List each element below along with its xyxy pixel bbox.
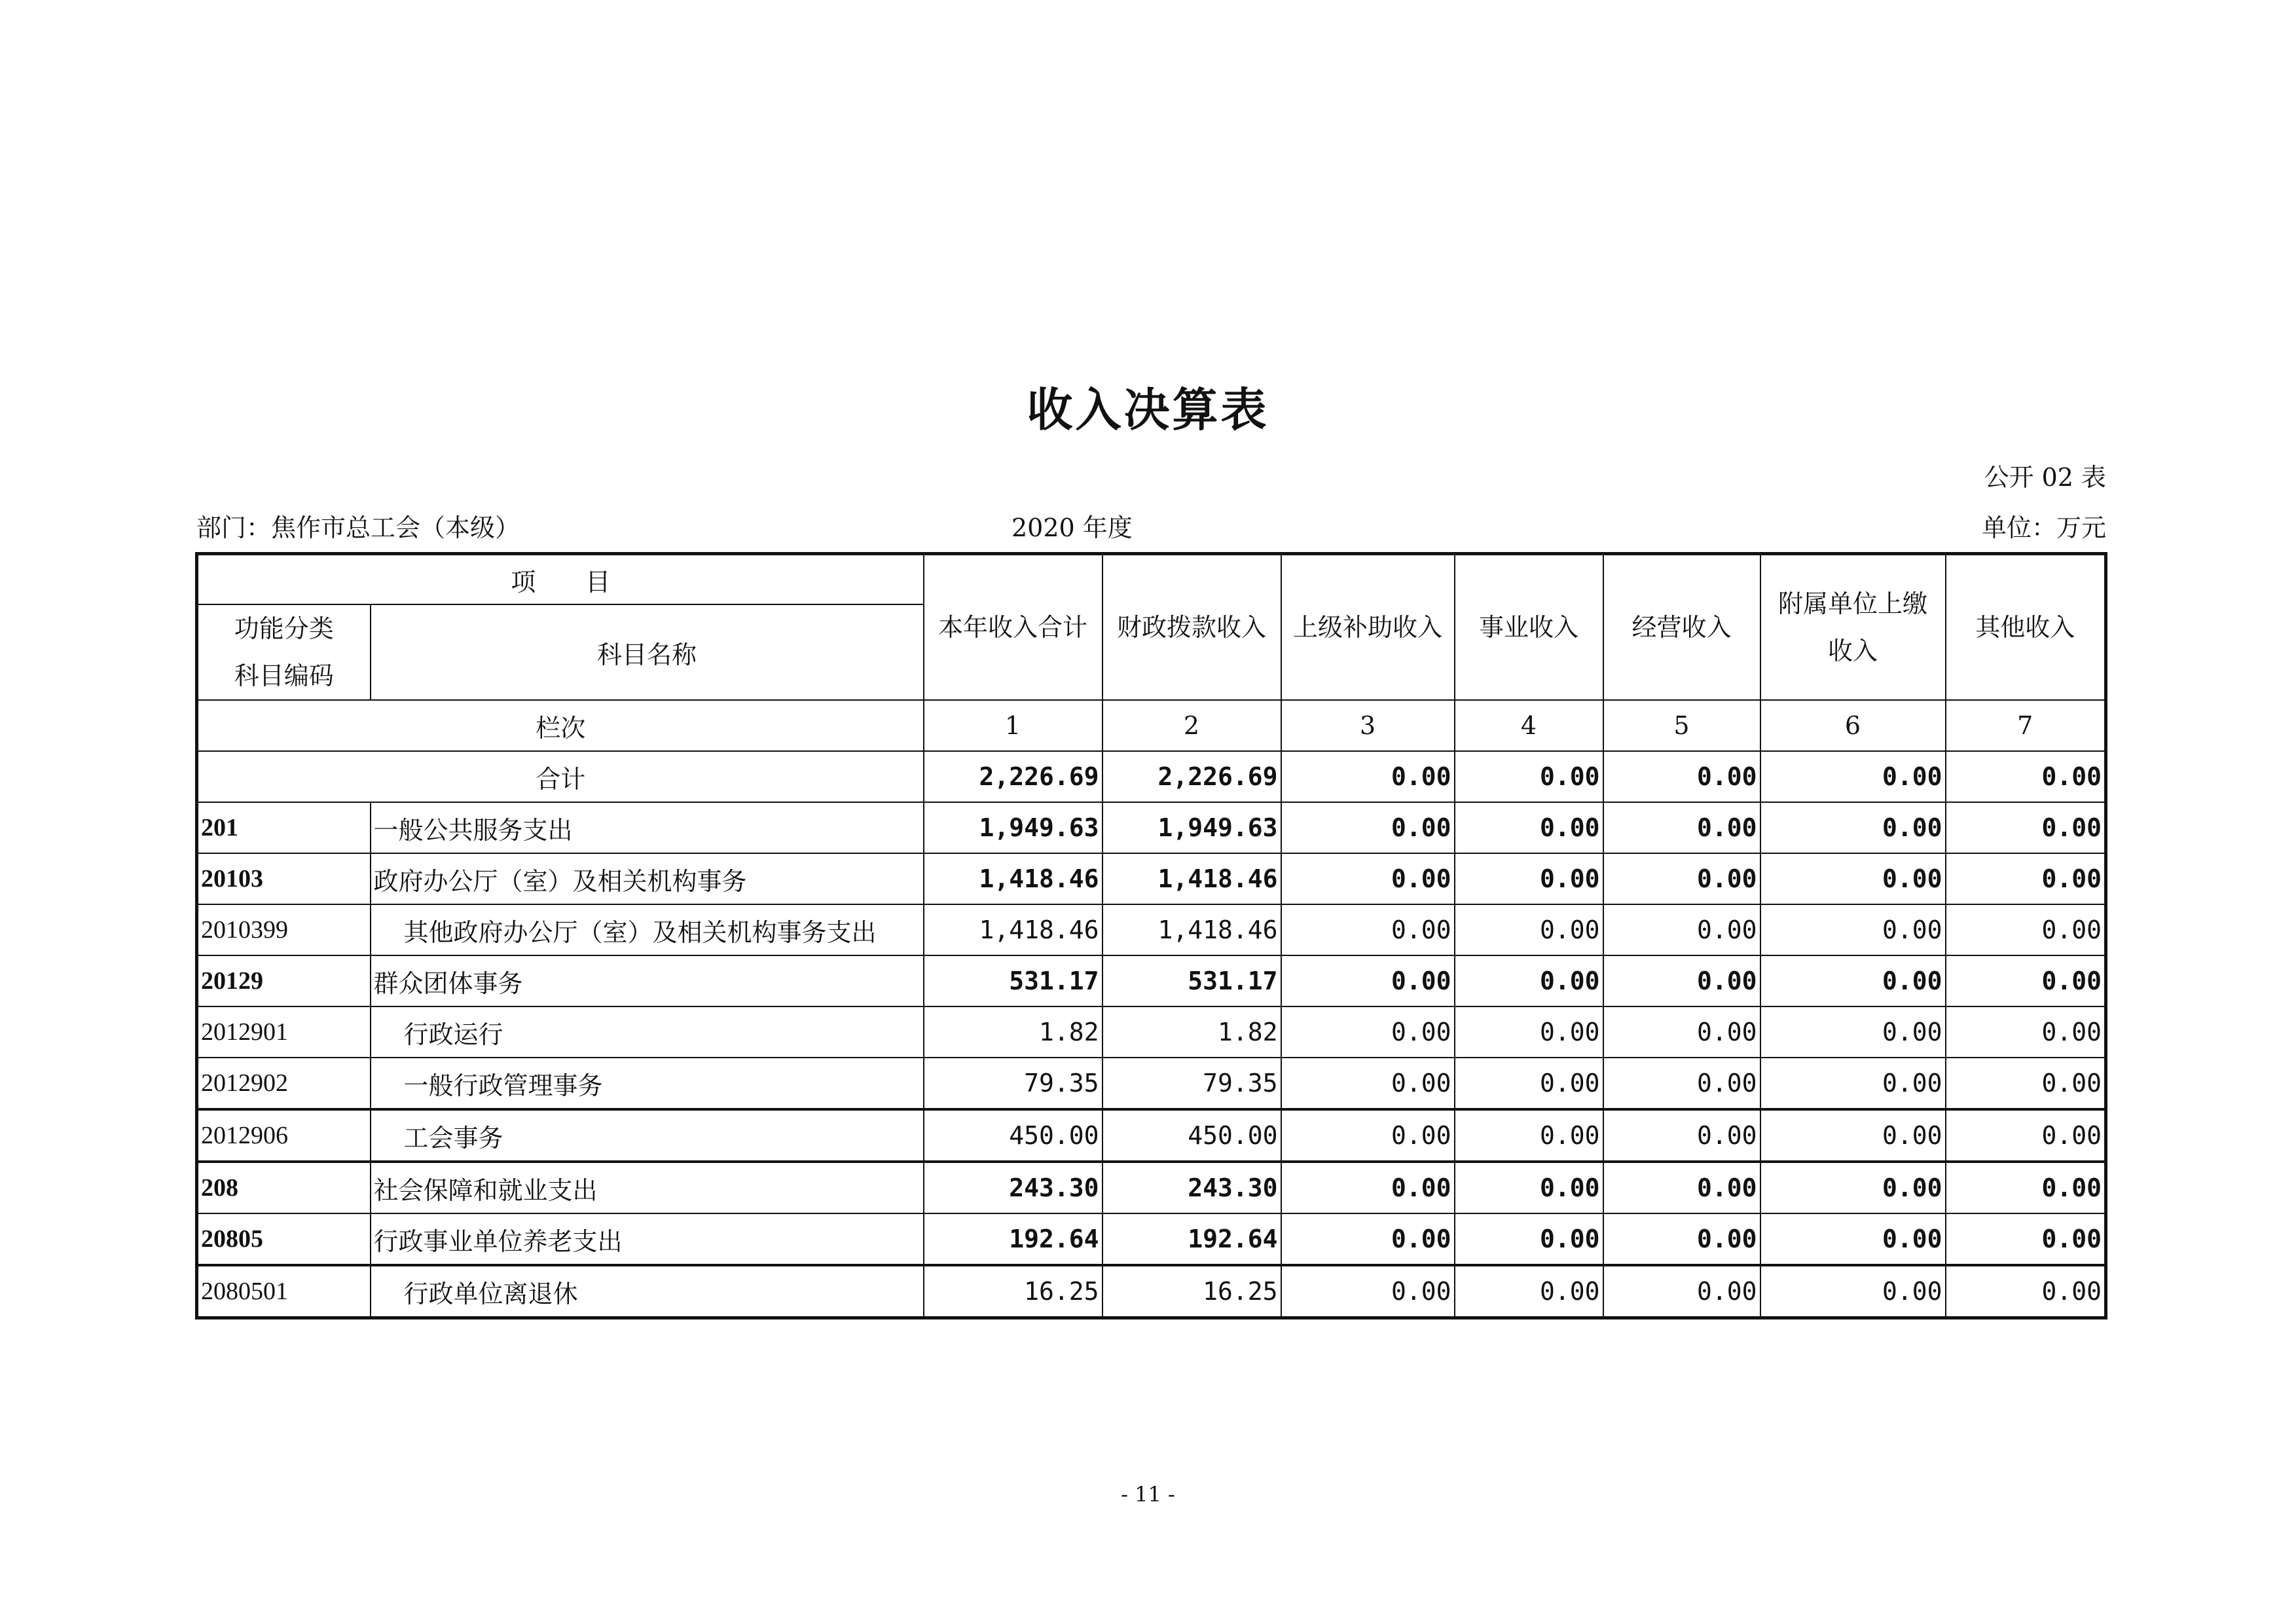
amount-cell: 0.00	[1455, 1058, 1603, 1109]
column-index-cell: 3	[1281, 700, 1455, 751]
subject-code: 2012906	[197, 1109, 371, 1162]
amount-cell: 0.00	[1603, 1265, 1760, 1318]
table-row	[197, 1213, 2106, 1265]
unit-label: 单位：万元	[1981, 513, 2106, 542]
total-value: 0.00	[1760, 751, 1946, 802]
amount-cell: 0.00	[1281, 1058, 1455, 1109]
column-index-row	[197, 700, 2106, 751]
amount-cell: 1.82	[1102, 1006, 1281, 1058]
subject-name: 群众团体事务	[371, 955, 924, 1006]
amount-cell: 1,418.46	[924, 853, 1102, 904]
amount-cell: 192.64	[1102, 1213, 1281, 1265]
amount-cell: 0.00	[1281, 1109, 1455, 1162]
amount-cell: 0.00	[1946, 904, 2106, 955]
amount-cell: 0.00	[1946, 802, 2106, 853]
amount-cell: 0.00	[1455, 1162, 1603, 1213]
amount-cell: 0.00	[1281, 802, 1455, 853]
subject-code: 20103	[197, 853, 371, 904]
header-business-income: 事业收入	[1455, 554, 1603, 701]
column-index-cell: 6	[1760, 700, 1946, 751]
department-label: 部门：焦作市总工会（本级）	[196, 513, 520, 542]
amount-cell: 79.35	[1102, 1058, 1281, 1109]
subject-code: 20129	[197, 955, 371, 1006]
table-row	[197, 802, 2106, 853]
header-code-line1: 功能分类	[234, 614, 334, 643]
header-affiliated-income	[1760, 554, 1946, 701]
amount-cell: 0.00	[1455, 955, 1603, 1006]
header-item: 项 目	[197, 554, 924, 605]
header-affiliated-line2: 收入	[1828, 637, 1878, 665]
amount-cell: 0.00	[1760, 853, 1946, 904]
subject-name: 社会保障和就业支出	[371, 1162, 924, 1213]
total-value: 0.00	[1946, 751, 2106, 802]
subject-code: 208	[197, 1162, 371, 1213]
table-row	[197, 1162, 2106, 1213]
header-operating-income: 经营收入	[1603, 554, 1760, 701]
amount-cell: 0.00	[1946, 1265, 2106, 1318]
amount-cell: 0.00	[1603, 1058, 1760, 1109]
subject-code: 20805	[197, 1213, 371, 1265]
header-code-line2: 科目编码	[234, 661, 334, 690]
total-value: 2,226.69	[1102, 751, 1281, 802]
table-row	[197, 1109, 2106, 1162]
amount-cell: 0.00	[1603, 802, 1760, 853]
amount-cell: 1,949.63	[1102, 802, 1281, 853]
amount-cell: 0.00	[1281, 853, 1455, 904]
amount-cell: 1,949.63	[924, 802, 1102, 853]
subject-name: 工会事务	[371, 1109, 924, 1162]
amount-cell: 0.00	[1946, 1109, 2106, 1162]
table-row	[197, 853, 2106, 904]
subject-code: 2012901	[197, 1006, 371, 1058]
amount-cell: 0.00	[1603, 904, 1760, 955]
header-row-1	[197, 554, 2106, 605]
total-label: 合计	[197, 751, 924, 802]
column-index-cell: 4	[1455, 700, 1603, 751]
amount-cell: 0.00	[1455, 1109, 1603, 1162]
amount-cell: 0.00	[1281, 904, 1455, 955]
amount-cell: 531.17	[1102, 955, 1281, 1006]
amount-cell: 0.00	[1760, 1265, 1946, 1318]
subject-name: 行政事业单位养老支出	[371, 1213, 924, 1265]
subject-name: 行政运行	[371, 1006, 924, 1058]
column-index-cell: 7	[1946, 700, 2106, 751]
amount-cell: 0.00	[1455, 904, 1603, 955]
amount-cell: 1,418.46	[1102, 853, 1281, 904]
amount-cell: 16.25	[1102, 1265, 1281, 1318]
subject-code: 2010399	[197, 904, 371, 955]
amount-cell: 79.35	[924, 1058, 1102, 1109]
amount-cell: 243.30	[1102, 1162, 1281, 1213]
amount-cell: 0.00	[1760, 904, 1946, 955]
column-index-cell: 2	[1102, 700, 1281, 751]
amount-cell: 0.00	[1760, 802, 1946, 853]
subject-code: 201	[197, 802, 371, 853]
amount-cell: 0.00	[1281, 1162, 1455, 1213]
subject-name: 一般行政管理事务	[371, 1058, 924, 1109]
header-total-income: 本年收入合计	[924, 554, 1102, 701]
header-subject-name: 科目名称	[371, 604, 924, 700]
amount-cell: 0.00	[1760, 1109, 1946, 1162]
amount-cell: 0.00	[1281, 1213, 1455, 1265]
amount-cell: 0.00	[1603, 1162, 1760, 1213]
header-affiliated-line1: 附属单位上缴	[1778, 589, 1928, 618]
amount-cell: 0.00	[1603, 1213, 1760, 1265]
header-superior-subsidy: 上级补助收入	[1281, 554, 1455, 701]
amount-cell: 0.00	[1603, 1109, 1760, 1162]
column-index-cell: 5	[1603, 700, 1760, 751]
amount-cell: 0.00	[1946, 853, 2106, 904]
amount-cell: 0.00	[1455, 1006, 1603, 1058]
amount-cell: 1.82	[924, 1006, 1102, 1058]
amount-cell: 0.00	[1946, 1162, 2106, 1213]
amount-cell: 192.64	[924, 1213, 1102, 1265]
form-number: 公开 02 表	[1984, 463, 2106, 492]
amount-cell: 0.00	[1281, 1006, 1455, 1058]
income-statement-table	[195, 552, 2107, 1320]
column-index-cell: 1	[924, 700, 1102, 751]
amount-cell: 450.00	[1102, 1109, 1281, 1162]
amount-cell: 16.25	[924, 1265, 1102, 1318]
amount-cell: 0.00	[1281, 1265, 1455, 1318]
total-value: 0.00	[1281, 751, 1455, 802]
header-other-income: 其他收入	[1946, 554, 2106, 701]
amount-cell: 1,418.46	[924, 904, 1102, 955]
table-row	[197, 904, 2106, 955]
page-number: - 11 -	[1121, 1482, 1175, 1507]
subject-code: 2080501	[197, 1265, 371, 1318]
amount-cell: 0.00	[1760, 1058, 1946, 1109]
fiscal-year-label: 2020 年度	[1011, 513, 1133, 542]
amount-cell: 0.00	[1455, 1265, 1603, 1318]
amount-cell: 0.00	[1281, 955, 1455, 1006]
subject-name: 一般公共服务支出	[371, 802, 924, 853]
amount-cell: 0.00	[1946, 1213, 2106, 1265]
amount-cell: 0.00	[1760, 1213, 1946, 1265]
header-fiscal-allocation: 财政拨款收入	[1102, 554, 1281, 701]
total-value: 0.00	[1455, 751, 1603, 802]
table-row	[197, 955, 2106, 1006]
total-value: 2,226.69	[924, 751, 1102, 802]
column-index-label: 栏次	[197, 700, 924, 751]
subject-code: 2012902	[197, 1058, 371, 1109]
amount-cell: 1,418.46	[1102, 904, 1281, 955]
subject-name: 行政单位离退休	[371, 1265, 924, 1318]
table-row	[197, 1006, 2106, 1058]
amount-cell: 0.00	[1455, 853, 1603, 904]
amount-cell: 0.00	[1455, 802, 1603, 853]
amount-cell: 0.00	[1603, 955, 1760, 1006]
subject-name: 政府办公厅（室）及相关机构事务	[371, 853, 924, 904]
amount-cell: 0.00	[1946, 1006, 2106, 1058]
header-code	[197, 604, 371, 700]
amount-cell: 0.00	[1946, 955, 2106, 1006]
amount-cell: 531.17	[924, 955, 1102, 1006]
amount-cell: 0.00	[1603, 1006, 1760, 1058]
amount-cell: 0.00	[1760, 955, 1946, 1006]
data-rows	[197, 802, 2106, 1318]
amount-cell: 243.30	[924, 1162, 1102, 1213]
amount-cell: 0.00	[1760, 1162, 1946, 1213]
amount-cell: 0.00	[1760, 1006, 1946, 1058]
total-value: 0.00	[1603, 751, 1760, 802]
total-row	[197, 751, 2106, 802]
page-title: 收入决算表	[1027, 383, 1269, 437]
table-row	[197, 1058, 2106, 1109]
table-row	[197, 1265, 2106, 1318]
amount-cell: 0.00	[1455, 1213, 1603, 1265]
amount-cell: 0.00	[1946, 1058, 2106, 1109]
subject-name: 其他政府办公厅（室）及相关机构事务支出	[371, 904, 924, 955]
amount-cell: 0.00	[1603, 853, 1760, 904]
amount-cell: 450.00	[924, 1109, 1102, 1162]
